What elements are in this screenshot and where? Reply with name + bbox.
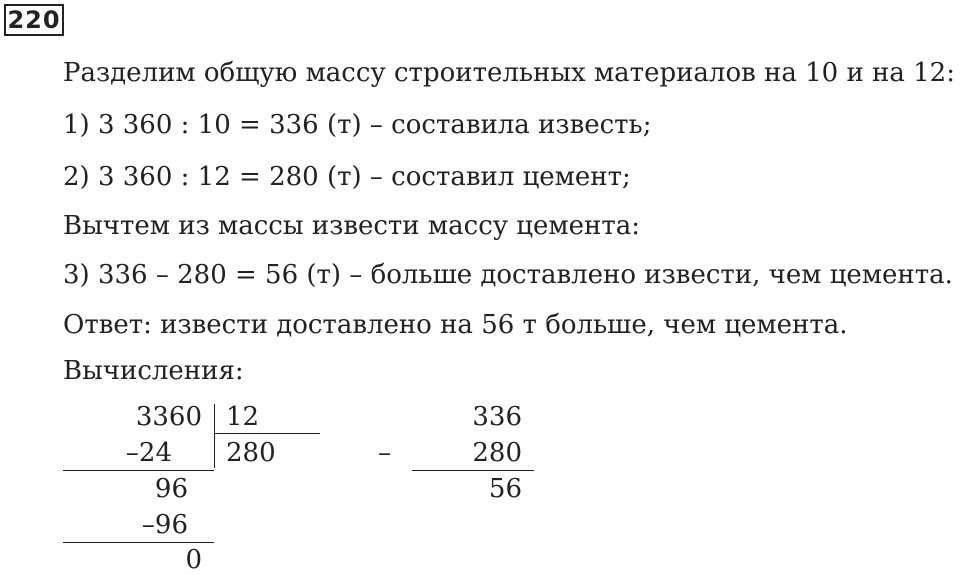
subtraction-underline	[412, 470, 534, 471]
text-line-step-2: 2) 3 360 : 12 = 280 (т) – составил цемент;	[63, 162, 631, 192]
division-step2-underline	[63, 542, 214, 543]
text-line-calculations-label: Вычисления:	[63, 356, 244, 386]
division-step1-remainder: 96	[154, 474, 188, 504]
text-line-answer: Ответ: извести доставлено на 56 т больше, чем цемента.	[63, 310, 848, 340]
subtraction-minuend: 336	[472, 402, 522, 432]
division-vertical-line	[214, 404, 215, 468]
subtraction-result: 56	[488, 474, 522, 504]
division-divisor: 12	[226, 402, 260, 432]
text-line-subtract-intro: Вычтем из массы извести массу цемента:	[63, 211, 641, 241]
text-line-step-3: 3) 336 – 280 = 56 (т) – больше доставлено извести, чем цемента.	[63, 260, 953, 290]
division-step2-subtract: –96	[141, 510, 188, 540]
subtraction-sign: –	[378, 438, 391, 468]
division-divisor-underline	[214, 433, 320, 434]
division-final-remainder: 0	[185, 545, 202, 575]
text-line-intro: Разделим общую массу строительных материалов на 10 и на 12:	[63, 58, 955, 88]
division-dividend: 3360	[135, 402, 202, 432]
division-step1-subtract: –24	[125, 438, 172, 468]
text-line-step-1: 1) 3 360 : 10 = 336 (т) – составила известь;	[63, 110, 652, 140]
division-quotient: 280	[226, 438, 276, 468]
division-step1-underline	[63, 470, 214, 471]
subtraction-subtrahend: 280	[472, 438, 522, 468]
problem-number: 220	[4, 4, 64, 36]
